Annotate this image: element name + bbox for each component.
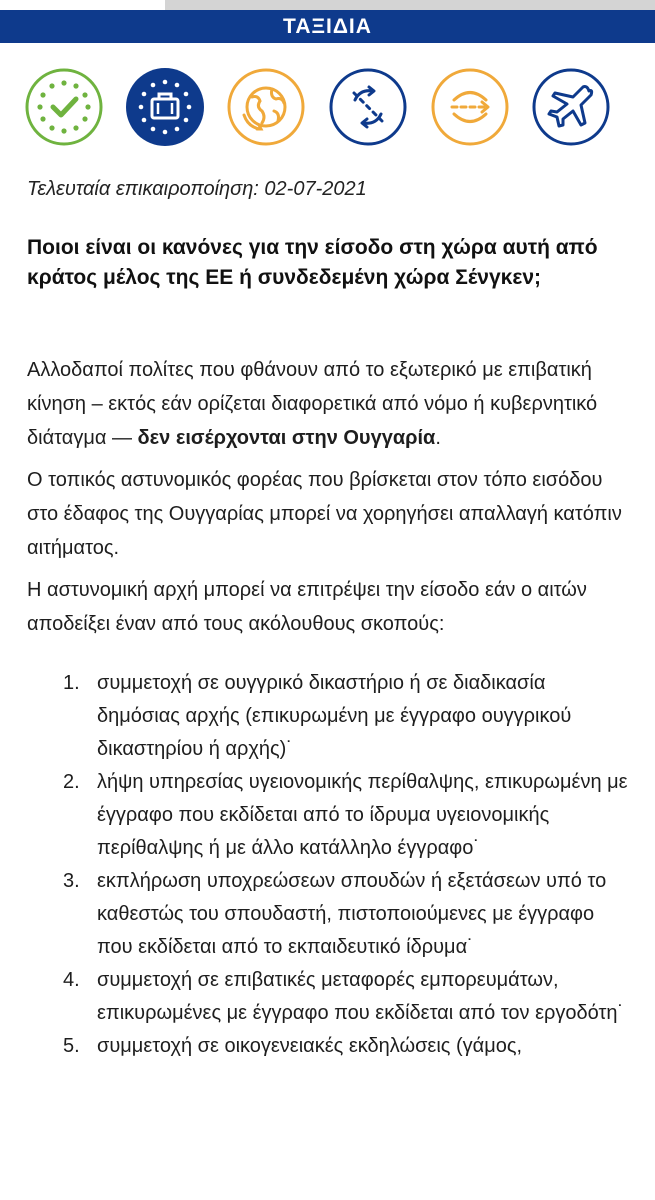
list-text: συμμετοχή σε επιβατικές μεταφορές εμπορευμάτων, επικυρωμένες με έγγραφο που εκδίδεται από τον εργοδότη˙: [97, 969, 625, 1024]
paragraph-exemption: Ο τοπικός αστυνομικός φορέας που βρίσκεται στον τόπο εισόδου στο έδαφος της Ουγγαρίας μπορεί να χορηγήσει απαλλαγή κατόπιν αιτήματος.: [27, 469, 622, 559]
paragraph-entry-rule: [27, 353, 632, 455]
list-text: λήψη υπηρεσίας υγειονομικής περίθαλψης, επικυρωμένη με έγγραφο που εκδίδεται από το ίδρυμα υγειονομικής περίθαλψης ή με άλλο κατάλληλο έγγραφο˙: [97, 771, 628, 859]
tab-indicator: [165, 0, 655, 10]
list-number: 3.: [63, 870, 80, 892]
purposes-list: [27, 667, 632, 1063]
p1-end: .: [435, 427, 441, 449]
section-question-heading: Ποιοι είναι οι κανόνες για την είσοδο στη χώρα αυτή από κράτος μέλος της ΕΕ ή συνδεδεμένη χώρα Σένγκεν;: [27, 236, 598, 289]
list-text: συμμετοχή σε οικογενειακές εκδηλώσεις (γάμος,: [97, 1035, 523, 1057]
article-body: [27, 353, 632, 1063]
category-icons: [24, 67, 634, 147]
page-header-title: ΤΑΞΙΔΙΑ: [283, 14, 372, 38]
list-number: 2.: [63, 771, 80, 793]
header-bar: [0, 10, 655, 43]
top-strip: [0, 0, 655, 10]
globe-icon[interactable]: [226, 67, 306, 147]
eu-check-icon[interactable]: [24, 67, 104, 147]
list-number: 1.: [63, 672, 80, 694]
circle-arrows-icon[interactable]: [430, 67, 510, 147]
list-text: συμμετοχή σε ουγγρικό δικαστήριο ή σε διαδικασία δημόσιας αρχής (επικυρωμένη με έγγραφο ουγγρικού δικαστηρίου ή αρχής)˙: [97, 672, 572, 760]
p1-text: Αλλοδαποί πολίτες που φθάνουν από το εξωτερικό με επιβατική κίνηση – εκτός εάν ορίζεται διαφορετικά από νόμο ή κυβερνητικό διάταγμα —: [27, 359, 598, 449]
list-text: εκπλήρωση υποχρεώσεων σπουδών ή εξετάσεων υπό το καθεστώς του σπουδαστή, πιστοποιούμενες με έγγραφο που εκδίδεται από το εκπαιδευτικό ίδρυμα˙: [97, 870, 607, 958]
list-item: [27, 1030, 632, 1063]
list-number: 5.: [63, 1035, 80, 1057]
list-item: [27, 766, 632, 865]
list-number: 4.: [63, 969, 80, 991]
p1-bold: δεν εισέρχονται στην Ουγγαρία: [137, 427, 436, 449]
airplane-icon[interactable]: [531, 67, 611, 147]
refresh-arrows-icon[interactable]: [328, 67, 408, 147]
eu-suitcase-icon[interactable]: [125, 67, 205, 147]
list-item: [27, 667, 632, 766]
list-item: [27, 865, 632, 964]
last-updated-text: Τελευταία επικαιροποίηση: 02-07-2021: [27, 178, 367, 200]
paragraph-purposes: Η αστυνομική αρχή μπορεί να επιτρέψει την είσοδο εάν ο αιτών αποδείξει έναν από τους ακόλουθους σκοπούς:: [27, 579, 587, 635]
list-item: [27, 964, 632, 1030]
